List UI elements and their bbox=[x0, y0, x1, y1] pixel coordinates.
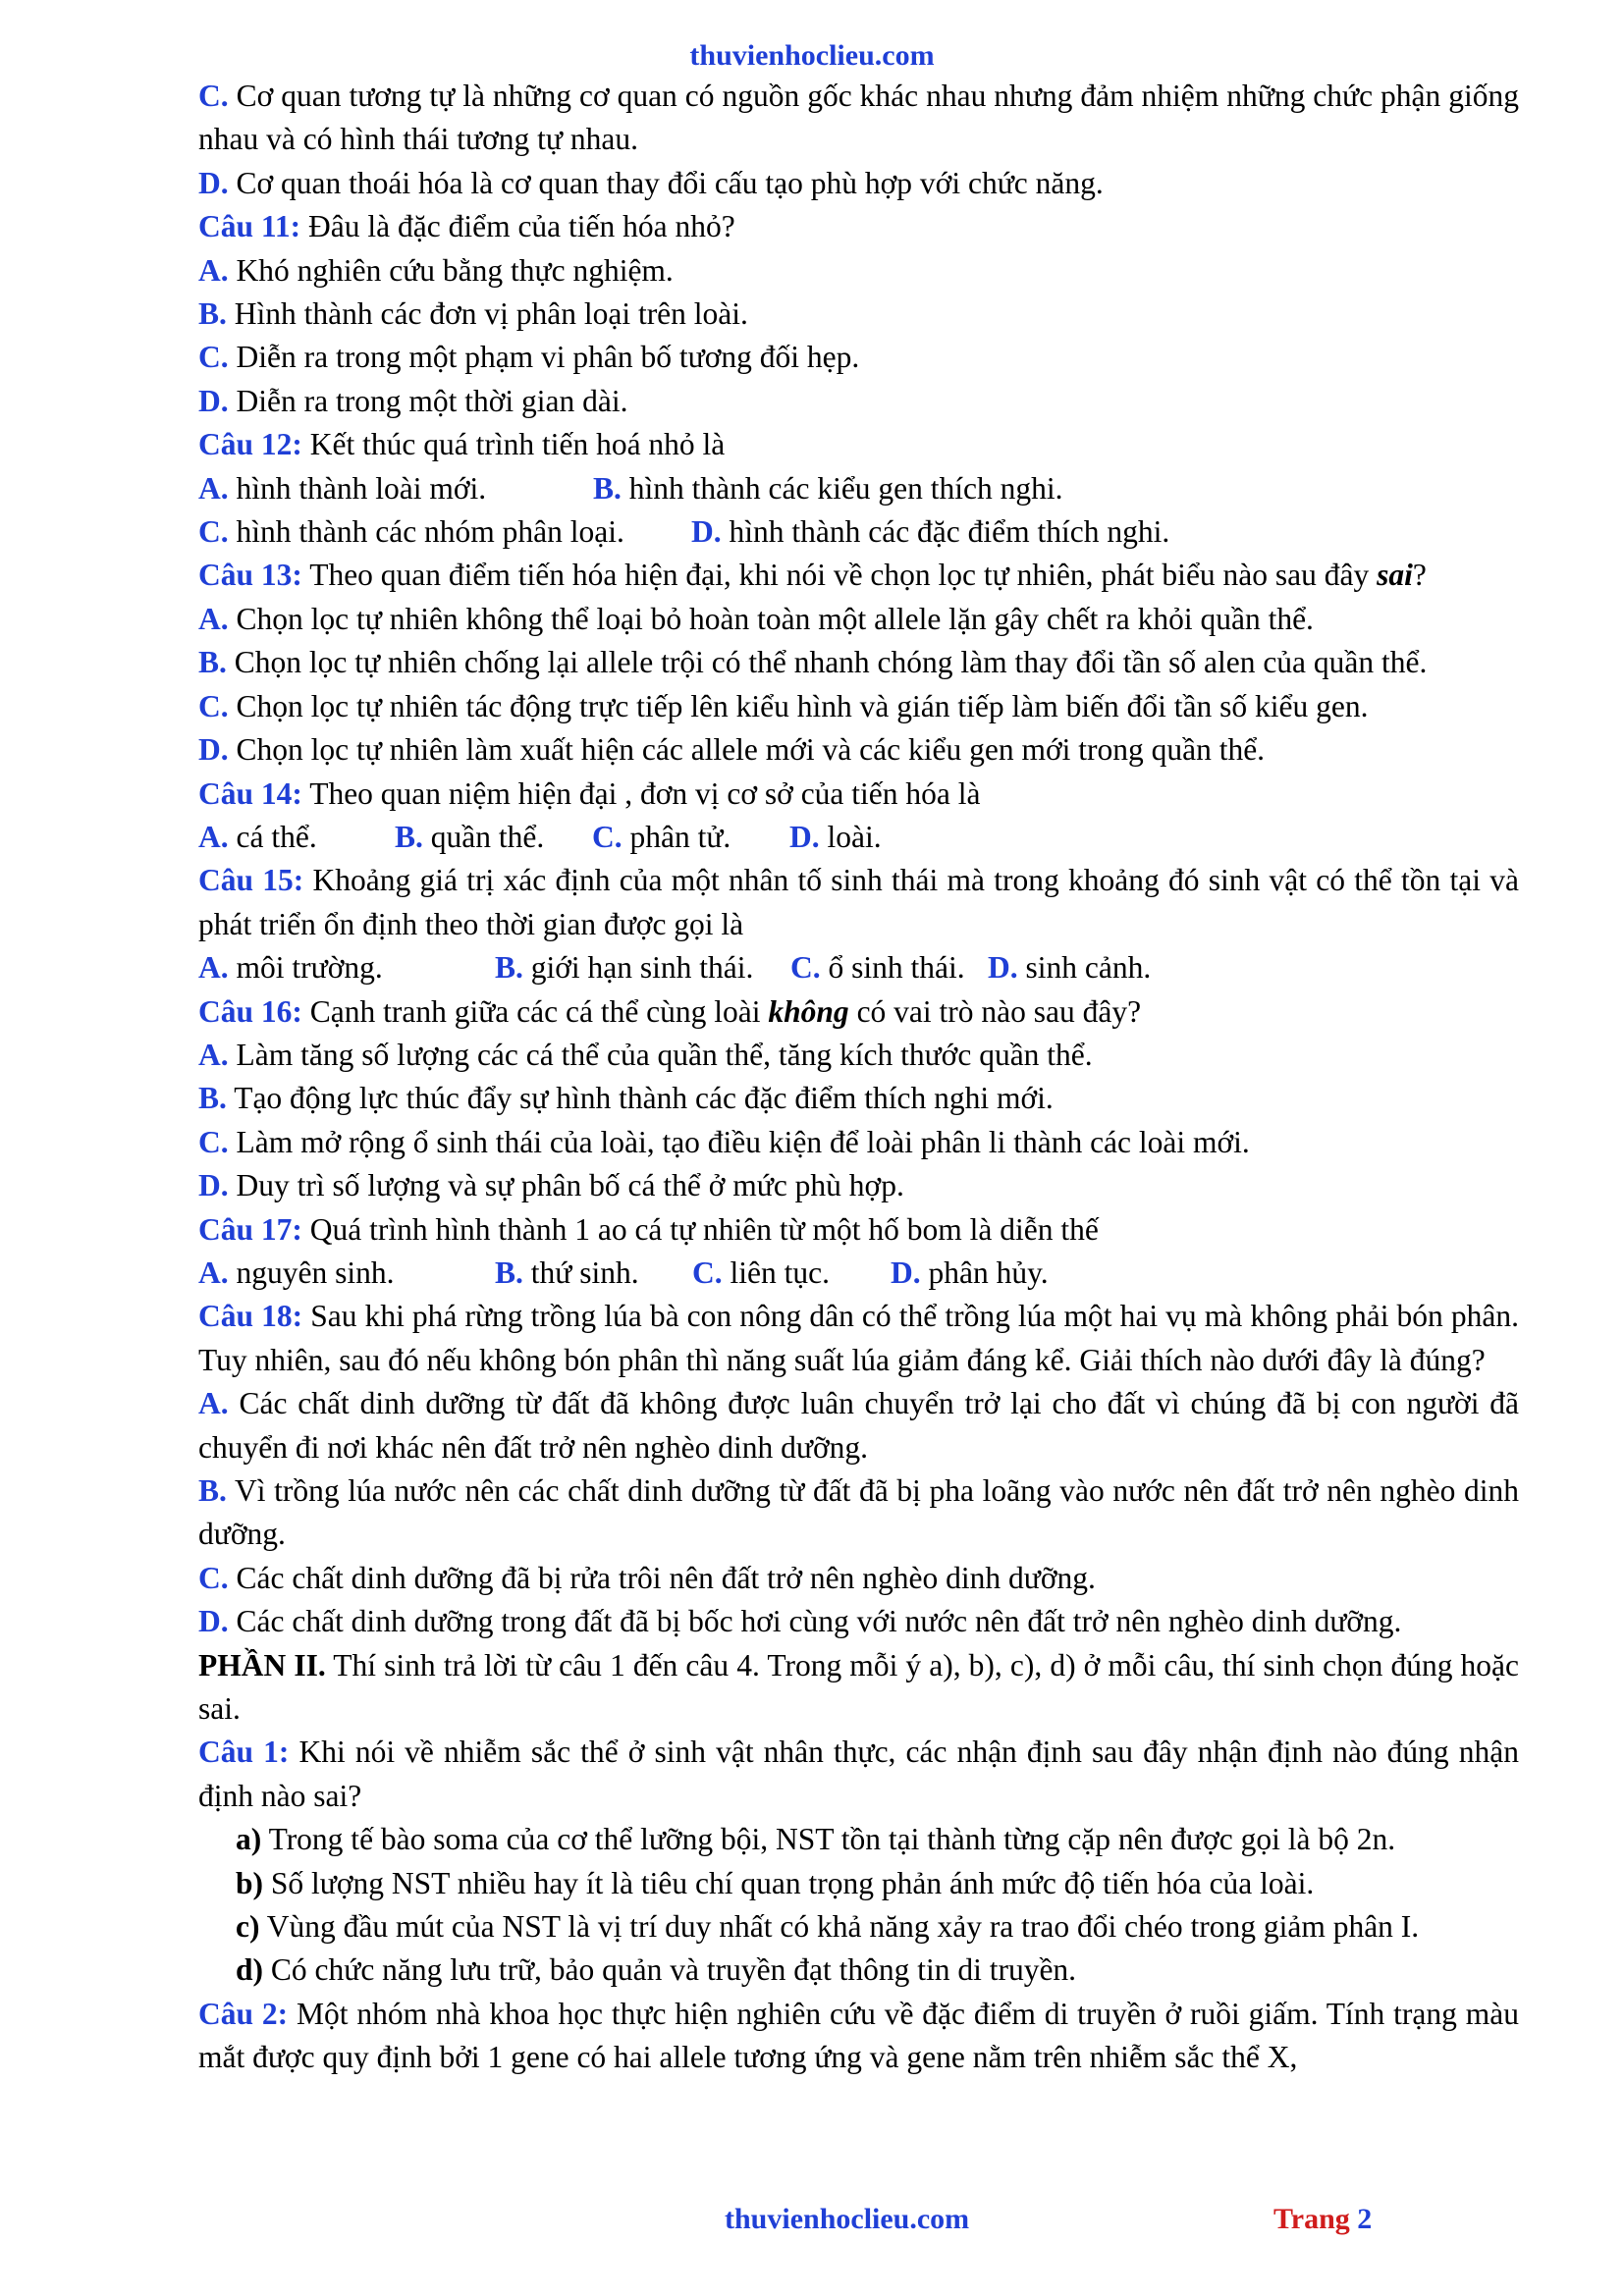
option-d bbox=[198, 380, 1519, 423]
option-text: Các chất dinh dưỡng từ đất đã không được luân chuyển trở lại cho đất vì chúng đã bị con người đã chuyển đi nơi khác nên đất trở nên nghèo dinh dưỡng. bbox=[198, 1386, 1520, 1465]
option-text: thứ sinh. bbox=[530, 1255, 639, 1290]
question-label: Câu 18: bbox=[198, 1299, 303, 1334]
option-c bbox=[198, 75, 1519, 162]
question-12 bbox=[198, 423, 1519, 466]
option-b bbox=[395, 816, 592, 859]
option-a bbox=[198, 1252, 495, 1295]
option-b bbox=[593, 467, 1063, 510]
site-header[interactable]: thuvienhoclieu.com bbox=[689, 39, 935, 72]
option-label: B. bbox=[198, 1081, 227, 1116]
question-15 bbox=[198, 859, 1519, 946]
question-text: Khoảng giá trị xác định của một nhân tố sinh thái mà trong khoảng đó sinh vật có thể tồn tại và phát triển ổn định theo thời gian được gọi là bbox=[198, 863, 1520, 941]
question-18 bbox=[198, 1295, 1519, 1382]
question-emphasis: không bbox=[768, 993, 849, 1029]
statement-d bbox=[198, 1949, 1519, 1992]
option-text: Cơ quan thoái hóa là cơ quan thay đổi cấu tạo phù hợp với chức năng. bbox=[236, 165, 1104, 200]
part2-question-1 bbox=[198, 1731, 1519, 1818]
option-text: liên tục. bbox=[730, 1255, 830, 1290]
option-c bbox=[198, 1121, 1519, 1164]
option-label: D. bbox=[988, 950, 1018, 986]
statement-label: b) bbox=[236, 1865, 264, 1900]
section-label: PHẦN II. bbox=[198, 1647, 326, 1682]
question-text: Kết thúc quá trình tiến hoá nhỏ là bbox=[309, 427, 726, 462]
option-a bbox=[198, 249, 1519, 293]
statement-label: d) bbox=[236, 1952, 264, 1988]
option-d bbox=[198, 728, 1519, 772]
options-row bbox=[198, 816, 1519, 859]
option-text: quần thể. bbox=[430, 819, 545, 854]
option-label: D. bbox=[198, 165, 229, 200]
option-label: C. bbox=[198, 1124, 229, 1159]
option-label: A. bbox=[198, 950, 229, 986]
option-label: C. bbox=[592, 819, 623, 854]
option-label: A. bbox=[198, 1255, 229, 1290]
question-label: Câu 17: bbox=[198, 1211, 302, 1247]
option-text: hình thành loài mới. bbox=[236, 470, 487, 506]
option-a bbox=[198, 1382, 1519, 1469]
option-label: C. bbox=[692, 1255, 723, 1290]
options-row bbox=[198, 467, 1519, 510]
option-a bbox=[198, 816, 395, 859]
option-label: D. bbox=[891, 1255, 921, 1290]
option-c bbox=[198, 685, 1519, 728]
option-label: D. bbox=[198, 383, 229, 418]
question-text: Đâu là đặc điểm của tiến hóa nhỏ? bbox=[308, 209, 735, 244]
option-text: Các chất dinh dưỡng trong đất đã bị bốc hơi cùng với nước nên đất trở nên nghèo dinh dưỡng. bbox=[236, 1604, 1402, 1639]
option-text: Diễn ra trong một phạm vi phân bố tương đối hẹp. bbox=[236, 340, 860, 375]
option-label: A. bbox=[198, 819, 229, 854]
page-number bbox=[1273, 2203, 1372, 2236]
statement-label: a) bbox=[236, 1822, 262, 1857]
options-row bbox=[198, 946, 1519, 989]
option-label: A. bbox=[198, 1037, 229, 1072]
option-label: A. bbox=[198, 470, 229, 506]
option-label: C. bbox=[198, 688, 229, 723]
option-c bbox=[692, 1252, 891, 1295]
option-d bbox=[198, 162, 1519, 205]
statement-b bbox=[198, 1862, 1519, 1905]
option-text: Duy trì số lượng và sự phân bố cá thể ở mức phù hợp. bbox=[236, 1168, 904, 1203]
question-end: có vai trò nào sau đây? bbox=[856, 993, 1142, 1029]
question-label: Câu 1: bbox=[198, 1735, 290, 1770]
statement-c bbox=[198, 1905, 1519, 1949]
option-b bbox=[198, 1469, 1519, 1557]
option-text: Khó nghiên cứu bằng thực nghiệm. bbox=[236, 252, 674, 288]
option-label: A. bbox=[198, 252, 229, 288]
option-text: phân hủy. bbox=[928, 1255, 1049, 1290]
question-text: Cạnh tranh giữa các cá thể cùng loài bbox=[309, 993, 761, 1029]
question-emphasis: sai bbox=[1377, 558, 1413, 593]
option-c bbox=[198, 1557, 1519, 1600]
statement-text: Có chức năng lưu trữ, bảo quản và truyền đạt thông tin di truyền. bbox=[270, 1952, 1077, 1988]
option-d bbox=[891, 1252, 1049, 1295]
statement-text: Vùng đầu mút của NST là vị trí duy nhất có khả năng xảy ra trao đổi chéo trong giảm phân I. bbox=[266, 1909, 1420, 1945]
option-label: C. bbox=[198, 1560, 229, 1595]
option-d bbox=[789, 816, 882, 859]
question-text: Sau khi phá rừng trồng lúa bà con nông dân có thể trồng lúa một hai vụ mà không phải bón phân. Tuy nhiên, sau đó nếu không bón phân thì năng suất lúa giảm đáng kể. Giải thích nào dưới đây là đúng? bbox=[198, 1299, 1519, 1377]
question-label: Câu 11: bbox=[198, 209, 301, 244]
option-b bbox=[198, 1077, 1519, 1120]
option-c bbox=[790, 946, 988, 989]
option-label: B. bbox=[198, 645, 227, 680]
option-text: Diễn ra trong một thời gian dài. bbox=[236, 383, 628, 418]
option-text: Tạo động lực thúc đẩy sự hình thành các đặc điểm thích nghi mới. bbox=[234, 1081, 1054, 1116]
option-label: B. bbox=[495, 950, 523, 986]
question-text: Quá trình hình thành 1 ao cá tự nhiên từ một hố bom là diễn thế bbox=[309, 1211, 1099, 1247]
question-text: Một nhóm nhà khoa học thực hiện nghiên cứu về đặc điểm di truyền ở ruồi giấm. Tính trạng màu mắt được quy định bởi 1 gene có hai allele tương ứng và gene nằm trên nhiễm sắc thể X, bbox=[198, 1996, 1520, 2075]
section-heading bbox=[198, 1644, 1519, 1732]
question-text: Khi nói về nhiễm sắc thể ở sinh vật nhân thực, các nhận định sau đây nhận định nào đúng nhận định nào sai? bbox=[198, 1735, 1520, 1813]
option-text: Cơ quan tương tự là những cơ quan có nguồn gốc khác nhau nhưng đảm nhiệm những chức phận giống nhau và có hình thái tương tự nhau. bbox=[198, 79, 1520, 157]
option-label: D. bbox=[198, 732, 229, 768]
option-text: hình thành các đặc điểm thích nghi. bbox=[729, 514, 1170, 550]
question-label: Câu 13: bbox=[198, 558, 302, 593]
question-label: Câu 2: bbox=[198, 1996, 289, 2031]
statement-text: Số lượng NST nhiều hay ít là tiêu chí quan trọng phản ánh mức độ tiến hóa của loài. bbox=[270, 1865, 1315, 1900]
option-text: Chọn lọc tự nhiên tác động trực tiếp lên kiểu hình và gián tiếp làm biến đổi tần số kiểu gen. bbox=[236, 688, 1369, 723]
page-num: 2 bbox=[1357, 2203, 1373, 2235]
option-text: Chọn lọc tự nhiên chống lại allele trội có thể nhanh chóng làm thay đổi tần số alen của quần thể. bbox=[234, 645, 1428, 680]
option-text: hình thành các nhóm phân loại. bbox=[236, 514, 624, 550]
option-text: Vì trồng lúa nước nên các chất dinh dưỡng từ đất đã bị pha loãng vào nước nên đất trở nên nghèo dinh dưỡng. bbox=[198, 1473, 1519, 1552]
option-label: C. bbox=[198, 340, 229, 375]
option-label: C. bbox=[198, 79, 229, 113]
option-label: B. bbox=[593, 470, 622, 506]
option-text: loài. bbox=[827, 819, 882, 854]
question-16 bbox=[198, 990, 1519, 1034]
question-end: ? bbox=[1412, 558, 1427, 593]
option-text: Làm tăng số lượng các cá thể của quần thể, tăng kích thước quần thể. bbox=[236, 1037, 1093, 1072]
option-b bbox=[198, 641, 1519, 684]
option-d bbox=[198, 1164, 1519, 1207]
option-c bbox=[592, 816, 789, 859]
option-a bbox=[198, 467, 593, 510]
option-label: A. bbox=[198, 1386, 229, 1421]
option-text: Chọn lọc tự nhiên làm xuất hiện các allele mới và các kiểu gen mới trong quần thể. bbox=[236, 732, 1266, 768]
question-label: Câu 14: bbox=[198, 775, 302, 811]
part2-question-2 bbox=[198, 1993, 1519, 2080]
option-text: phân tử. bbox=[629, 819, 731, 854]
option-label: C. bbox=[790, 950, 821, 986]
page-label: Trang bbox=[1273, 2203, 1350, 2235]
option-d bbox=[691, 510, 1169, 554]
option-b bbox=[495, 946, 790, 989]
option-text: giới hạn sinh thái. bbox=[530, 950, 754, 986]
statement-text: Trong tế bào soma của cơ thể lưỡng bội, NST tồn tại thành từng cặp nên được gọi là bộ 2n. bbox=[268, 1822, 1396, 1857]
options-row bbox=[198, 1252, 1519, 1295]
option-label: B. bbox=[495, 1255, 523, 1290]
option-a bbox=[198, 1034, 1519, 1077]
option-d bbox=[198, 1600, 1519, 1643]
options-row bbox=[198, 510, 1519, 554]
option-d bbox=[988, 946, 1151, 989]
option-c bbox=[198, 510, 691, 554]
question-label: Câu 16: bbox=[198, 993, 302, 1029]
question-text: Theo quan niệm hiện đại , đơn vị cơ sở của tiến hóa là bbox=[309, 775, 981, 811]
option-label: C. bbox=[198, 514, 229, 550]
option-a bbox=[198, 946, 495, 989]
option-text: Các chất dinh dưỡng đã bị rửa trôi nên đất trở nên nghèo dinh dưỡng. bbox=[236, 1560, 1096, 1595]
statement-label: c) bbox=[236, 1909, 260, 1945]
option-text: ổ sinh thái. bbox=[828, 950, 965, 986]
option-text: Làm mở rộng ổ sinh thái của loài, tạo điều kiện để loài phân li thành các loài mới. bbox=[236, 1124, 1250, 1159]
option-b bbox=[198, 293, 1519, 336]
question-text: Theo quan điểm tiến hóa hiện đại, khi nói về chọn lọc tự nhiên, phát biểu nào sau đây bbox=[309, 558, 1370, 593]
footer-site-link[interactable]: thuvienhoclieu.com bbox=[725, 2203, 970, 2235]
statement-a bbox=[198, 1818, 1519, 1861]
question-label: Câu 15: bbox=[198, 863, 304, 898]
option-text: môi trường. bbox=[236, 950, 383, 986]
question-13 bbox=[198, 554, 1519, 597]
option-c bbox=[198, 336, 1519, 379]
option-b bbox=[495, 1252, 692, 1295]
question-11 bbox=[198, 205, 1519, 248]
option-label: D. bbox=[198, 1604, 229, 1639]
option-label: B. bbox=[198, 1473, 227, 1508]
option-text: Chọn lọc tự nhiên không thể loại bỏ hoàn toàn một allele lặn gây chết ra khỏi quần thể. bbox=[236, 601, 1314, 636]
question-17 bbox=[198, 1208, 1519, 1252]
option-label: B. bbox=[395, 819, 423, 854]
option-text: cá thể. bbox=[236, 819, 317, 854]
page-content bbox=[198, 75, 1519, 2080]
option-text: Hình thành các đơn vị phân loại trên loài. bbox=[234, 296, 748, 332]
option-label: D. bbox=[691, 514, 722, 550]
question-14 bbox=[198, 773, 1519, 816]
option-text: sinh cảnh. bbox=[1025, 950, 1152, 986]
question-label: Câu 12: bbox=[198, 427, 302, 462]
option-label: B. bbox=[198, 296, 227, 332]
option-a bbox=[198, 598, 1519, 641]
option-text: nguyên sinh. bbox=[236, 1255, 395, 1290]
option-label: D. bbox=[789, 819, 820, 854]
section-instructions: Thí sinh trả lời từ câu 1 đến câu 4. Trong mỗi ý a), b), c), d) ở mỗi câu, thí sinh chọn đúng hoặc sai. bbox=[198, 1647, 1519, 1727]
option-text: hình thành các kiểu gen thích nghi. bbox=[628, 470, 1063, 506]
option-label: D. bbox=[198, 1168, 229, 1203]
option-label: A. bbox=[198, 601, 229, 636]
